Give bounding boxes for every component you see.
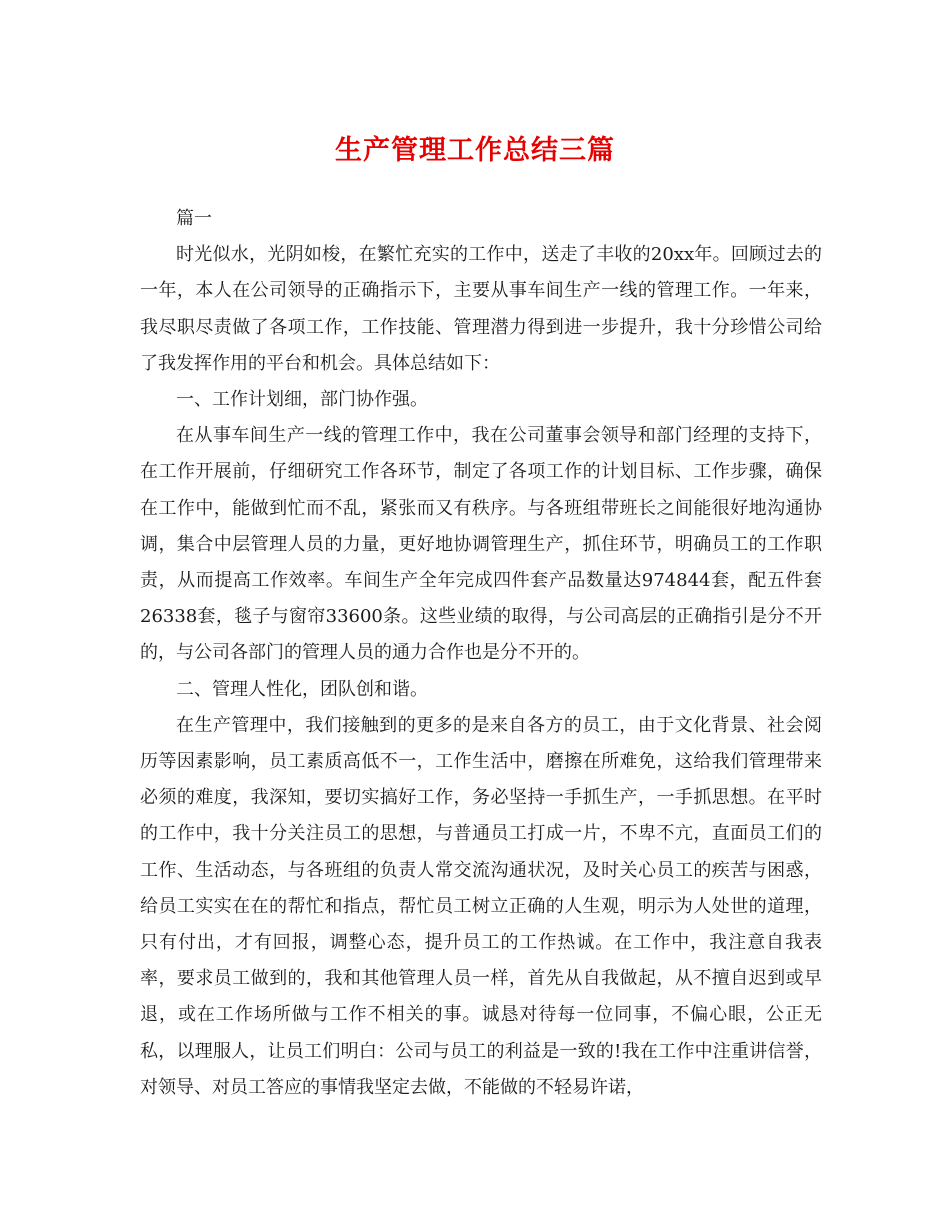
body-paragraph: 在生产管理中，我们接触到的更多的是来自各方的员工，由于文化背景、社会阅历等因素影响，员工素质高低不一，工作生活中，磨擦在所难免，这给我们管理带来必须的难度，我深知，要切实搞好工作，务必坚持一手抓生产，一手抓思想。在平时的工作中，我十分关注员工的思想，与普通员工打成一片，不卑不亢，直面员工们的工作、生活动态，与各班组的负责人常交流沟通状况，及时关心员工的疾苦与困惑，给员工实实在在的帮忙和指点，帮忙员工树立正确的人生观，明示为人处世的道理，只有付出，才有回报，调整心态，提升员工的工作热诚。在工作中，我注意自我表率，要求员工做到的，我和其他管理人员一样，首先从自我做起，从不擅自迟到或早退，或在工作场所做与工作不相关的事。诚恳对待每一位同事，不偏心眼，公正无私，以理服人，让员工们明白：公司与员工的利益是一致的!我在工作中注重讲信誉，对领导、对员工答应的事情我坚定去做，不能做的不轻易许诺， (140, 714, 822, 1098)
document-title: 生产管理工作总结三篇 (335, 135, 615, 166)
body-paragraph: 在从事车间生产一线的管理工作中，我在公司董事会领导和部门经理的支持下，在工作开展前，仔细研究工作各环节，制定了各项工作的计划目标、工作步骤，确保在工作中，能做到忙而不乱，紧张而又有秩序。与各班组带班长之间能很好地沟通协调，集合中层管理人员的力量，更好地协调管理生产，抓住环节，明确员工的工作职责，从而提高工作效率。车间生产全年完成四件套产品数量达974844套，配五件套26338套，毯子与窗帘33600条。这些业绩的取得，与公司高层的正确指引是分不开的，与公司各部门的管理人员的通力合作也是分不开的。 (140, 425, 822, 664)
document-body (140, 201, 822, 1106)
body-paragraph: 时光似水，光阴如梭，在繁忙充实的工作中，送走了丰收的20xx年。回顾过去的一年，本人在公司领导的正确指示下，主要从事车间生产一线的管理工作。一年来，我尽职尽责做了各项工作，工作技能、管理潜力得到进一步提升，我十分珍惜公司给了我发挥作用的平台和机会。具体总结如下： (140, 244, 822, 374)
section-heading: 篇一 (176, 208, 212, 229)
section-heading: 一、工作计划细，部门协作强。 (176, 389, 428, 411)
section-heading: 二、管理人性化，团队创和谐。 (176, 678, 428, 700)
